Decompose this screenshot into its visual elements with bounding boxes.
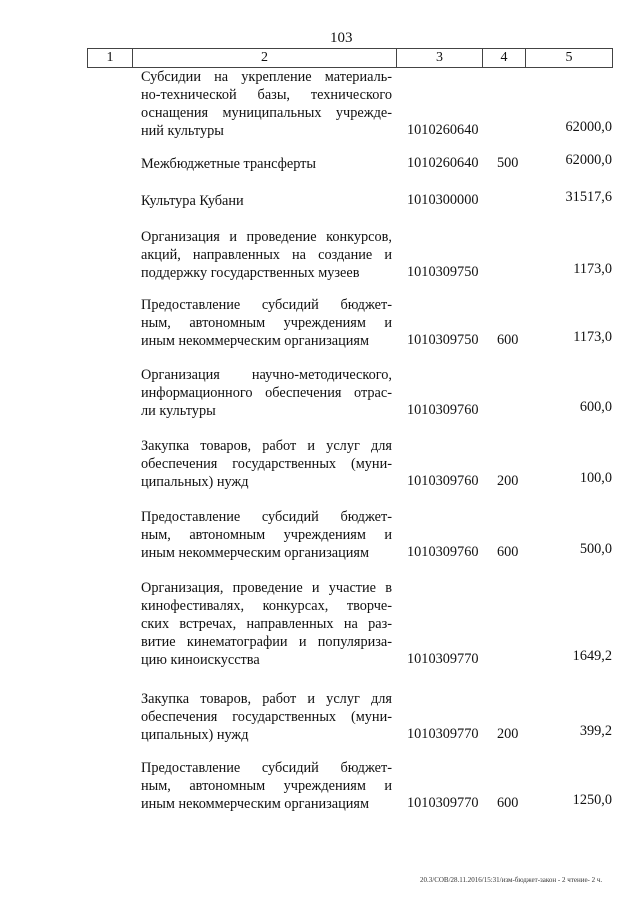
row-amount: 1173,0 — [573, 329, 612, 345]
header-col-1: 1 — [88, 49, 133, 67]
row-amount: 500,0 — [579, 541, 612, 557]
description-line: Предоставление субсидий бюджет- — [141, 760, 392, 776]
row-type: 600 — [497, 795, 519, 811]
description-line: ципальных) нужд — [141, 474, 249, 490]
row-description — [141, 155, 392, 173]
description-line: обеспечения государственных (муни- — [141, 709, 392, 725]
header-col-3: 3 — [397, 49, 483, 67]
table-header — [87, 48, 613, 68]
description-line: поддержку государственных музеев — [141, 265, 360, 281]
footer-note: 20.3/СОВ/28.11.2016/15:31/изм-бюджет-закон - 2 чтение- 2 ч. — [420, 876, 603, 884]
row-code: 1010309770 — [407, 795, 479, 811]
description-line: Субсидии на укрепление материаль- — [141, 69, 392, 85]
row-type: 200 — [497, 726, 519, 742]
row-amount: 100,0 — [579, 470, 612, 486]
row-description — [141, 508, 392, 562]
description-line: Предоставление субсидий бюджет- — [141, 297, 392, 313]
row-code: 1010260640 — [407, 155, 479, 171]
row-amount: 1649,2 — [572, 648, 612, 664]
row-code: 1010309760 — [407, 473, 479, 489]
description-line: кинофестивалях, конкурсах, творче- — [141, 598, 392, 614]
row-description — [141, 579, 392, 669]
description-line: иным некоммерческим организациям — [141, 333, 370, 349]
description-line: Организация научно-методического, — [141, 367, 392, 383]
row-code: 1010309750 — [407, 264, 479, 280]
header-col-5: 5 — [565, 50, 573, 65]
row-code: 1010309760 — [407, 544, 479, 560]
row-amount: 399,2 — [579, 723, 612, 739]
row-amount: 1173,0 — [573, 261, 612, 277]
description-line: Организация, проведение и участие в — [141, 580, 392, 596]
description-line: ным, автономным учреждениям и — [141, 315, 392, 331]
description-line: ских встречах, направленных на раз- — [141, 616, 392, 632]
row-description — [141, 366, 392, 420]
row-code: 1010309760 — [407, 402, 479, 418]
description-line: акций, направленных на создание и — [141, 247, 392, 263]
description-line: Закупка товаров, работ и услуг для — [141, 691, 392, 707]
description-line: ным, автономным учреждениям и — [141, 778, 392, 794]
row-amount: 62000,0 — [565, 119, 612, 135]
row-code: 1010309750 — [407, 332, 479, 348]
description-line: оснащения муниципальных учрежде- — [141, 105, 392, 121]
description-line: иным некоммерческим организациям — [141, 796, 370, 812]
description-line: ципальных) нужд — [141, 727, 249, 743]
row-code: 1010300000 — [407, 192, 479, 208]
row-type: 500 — [497, 155, 519, 171]
row-description — [141, 759, 392, 813]
description-line: Организация и проведение конкурсов, — [141, 229, 392, 245]
row-type: 200 — [497, 473, 519, 489]
row-amount: 1250,0 — [572, 792, 612, 808]
row-code: 1010309770 — [407, 726, 479, 742]
description-line: но-технической базы, технического — [141, 87, 392, 103]
row-amount: 600,0 — [579, 399, 612, 415]
row-amount: 31517,6 — [565, 189, 612, 205]
row-description — [141, 192, 392, 210]
row-description — [141, 690, 392, 744]
description-line: обеспечения государственных (муни- — [141, 456, 392, 472]
row-amount: 62000,0 — [565, 152, 612, 168]
description-line: ний культуры — [141, 123, 224, 139]
description-line: витие кинематографии и популяриза- — [141, 634, 392, 650]
row-type: 600 — [497, 332, 519, 348]
row-description — [141, 68, 392, 140]
description-line: информационного обеспечения отрас- — [141, 385, 392, 401]
row-type: 600 — [497, 544, 519, 560]
row-description — [141, 296, 392, 350]
row-description — [141, 437, 392, 491]
row-code: 1010260640 — [407, 122, 479, 138]
description-line: Межбюджетные трансферты — [141, 156, 317, 172]
description-line: ли культуры — [141, 403, 216, 419]
description-line: ным, автономным учреждениям и — [141, 527, 392, 543]
description-line: Культура Кубани — [141, 193, 244, 209]
description-line: Предоставление субсидий бюджет- — [141, 509, 392, 525]
header-col-4: 4 — [483, 49, 526, 67]
description-line: иным некоммерческим организациям — [141, 545, 370, 561]
row-description — [141, 228, 392, 282]
page-number: 103 — [330, 30, 353, 46]
description-line: цию киноискусства — [141, 652, 260, 668]
description-line: Закупка товаров, работ и услуг для — [141, 438, 392, 454]
header-col-2: 2 — [133, 49, 397, 67]
row-code: 1010309770 — [407, 651, 479, 667]
